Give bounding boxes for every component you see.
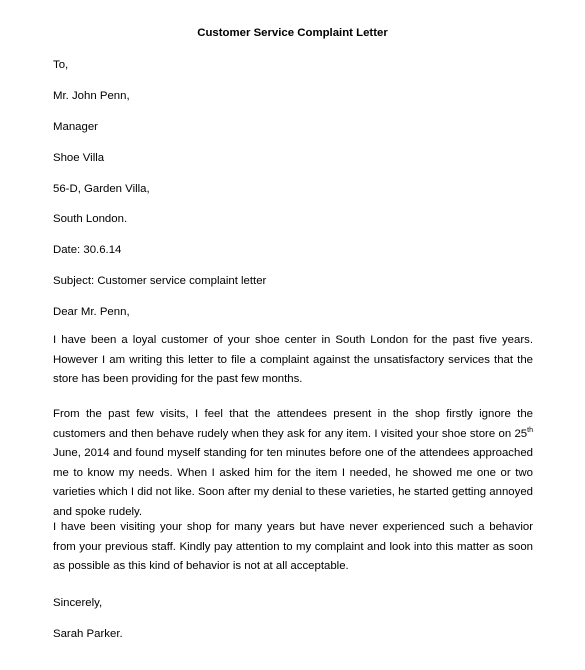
recipient-address-line1: 56-D, Garden Villa, — [53, 183, 150, 195]
closing: Sincerely, — [53, 597, 103, 609]
signature: Sarah Parker. — [53, 628, 123, 640]
letter-subject: Subject: Customer service complaint letter — [53, 275, 267, 287]
body-paragraph-3: I have been visiting your shop for many years but have never experienced such a behavior from your previous staff. Kindly pay attention to my complaint and look into this matter as soon as possible as this kind of behavior is not at all acceptable. — [53, 521, 533, 573]
body-paragraph-2-part1: From the past few visits, I feel that the attendees present in the shop firstly ignore the customers and then behave rudely when they ask for any item. I visited your shoe store on 25 — [53, 408, 533, 440]
letter-title: Customer Service Complaint Letter — [197, 27, 388, 39]
recipient-position: Manager — [53, 121, 98, 133]
date-ordinal-suffix: th — [527, 426, 533, 434]
body-paragraph-2 — [53, 405, 533, 523]
letter-date: Date: 30.6.14 — [53, 244, 122, 256]
recipient-company: Shoe Villa — [53, 152, 105, 164]
recipient-address-line2: South London. — [53, 213, 128, 225]
recipient-to: To, — [53, 59, 69, 71]
recipient-name: Mr. John Penn, — [53, 90, 130, 102]
body-paragraph-2-part2: June, 2014 and found myself standing for ten minutes before one of the attendees approached me to know my needs. When I asked him for the item I needed, he showed me one or two varieties which I did not like. Soon after my denial to these varieties, he started getting annoyed and spoke rudely. — [53, 447, 533, 518]
body-paragraph-1: I have been a loyal customer of your shoe center in South London for the past five years. However I am writing this letter to file a complaint against the unsatisfactory services that the store has been providing for the past few months. — [53, 334, 533, 386]
salutation: Dear Mr. Penn, — [53, 306, 130, 318]
